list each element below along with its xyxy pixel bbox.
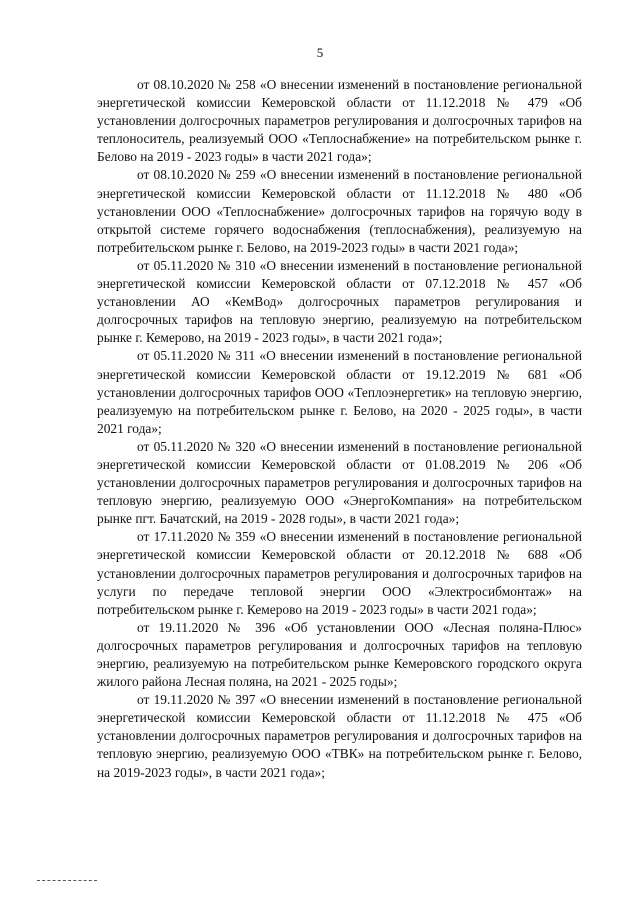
paragraph: от 19.11.2020 № 397 «О внесении изменений в постановление региональной энергетической комиссии Кемеровской области от 11.12.2018 № 475 «Об установлении долгосрочных параметров регулирования и долгосрочных тарифов на тепловую энергию, реализуемую ООО «ТВК» на потребительском рынке г. Белово, на 2019-2023 годы», в части 2021 года»; [97,692,582,780]
footer-divider [37,880,97,881]
paragraph: от 05.11.2020 № 320 «О внесении изменений в постановление региональной энергетической комиссии Кемеровской области от 01.08.2019 № 206 «Об установлении долгосрочных параметров регулирования и долгосрочных тарифов на тепловую энергию, реализуемую ООО «ЭнергоКомпания» на потребительском рынке пгт. Бачатский, на 2019 - 2028 годы», в части 2021 года»; [97,438,582,527]
page-body [97,76,582,782]
paragraph: от 08.10.2020 № 259 «О внесении изменений в постановление региональной энергетической комиссии Кемеровской области от 11.12.2018 № 480 «Об установлении ООО «Теплоснабжение» долгосрочных тарифов на горячую воду в открытой системе горячего водоснабжения (теплоснабжения), реализуемую на потребительском рынке г. Белово, на 2019-2023 годы» в части 2021 года»; [97,167,582,255]
paragraph: от 05.11.2020 № 310 «О внесении изменений в постановление региональной энергетической комиссии Кемеровской области от 07.12.2018 № 457 «Об установлении АО «КемВод» долгосрочных параметров регулирования и долгосрочных тарифов на тепловую энергию, реализуемую на потребительском рынке г. Кемерово, на 2019 - 2023 годы», в части 2021 года»; [97,257,582,346]
paragraph: от 19.11.2020 № 396 «Об установлении ООО «Лесная поляна-Плюс» долгосрочных параметров регулирования и долгосрочных тарифов на тепловую энергию, реализуемую на потребительском рынке Кемеровского городского округа жилого района Лесная поляна, на 2021 - 2025 годы»; [97,619,582,690]
page-number: 5 [316,45,324,60]
paragraph: от 05.11.2020 № 311 «О внесении изменений в постановление региональной энергетической комиссии Кемеровской области от 19.12.2019 № 681 «Об установлении долгосрочных тарифов ООО «Теплоэнергетик» на тепловую энергию, реализуемую на потребительском рынке г. Белово, на 2020 - 2025 годы», в части 2021 года»; [97,348,582,436]
paragraph: от 17.11.2020 № 359 «О внесении изменений в постановление региональной энергетической комиссии Кемеровской области от 20.12.2018 № 688 «Об установлении долгосрочных параметров регулирования и долгосрочных тарифов на услуги по передаче тепловой энергии ООО «Электросибмонтаж» на потребительском рынке г. Кемерово на 2019 - 2023 годы» в части 2021 года»; [97,529,582,617]
paragraph: от 08.10.2020 № 258 «О внесении изменений в постановление региональной энергетической комиссии Кемеровской области от 11.12.2018 № 479 «Об установлении долгосрочных параметров регулирования и долгосрочных тарифов на теплоноситель, реализуемый ООО «Теплоснабжение» на потребительском рынке г. Белово на 2019 - 2023 годы» в части 2021 года»; [97,77,582,165]
